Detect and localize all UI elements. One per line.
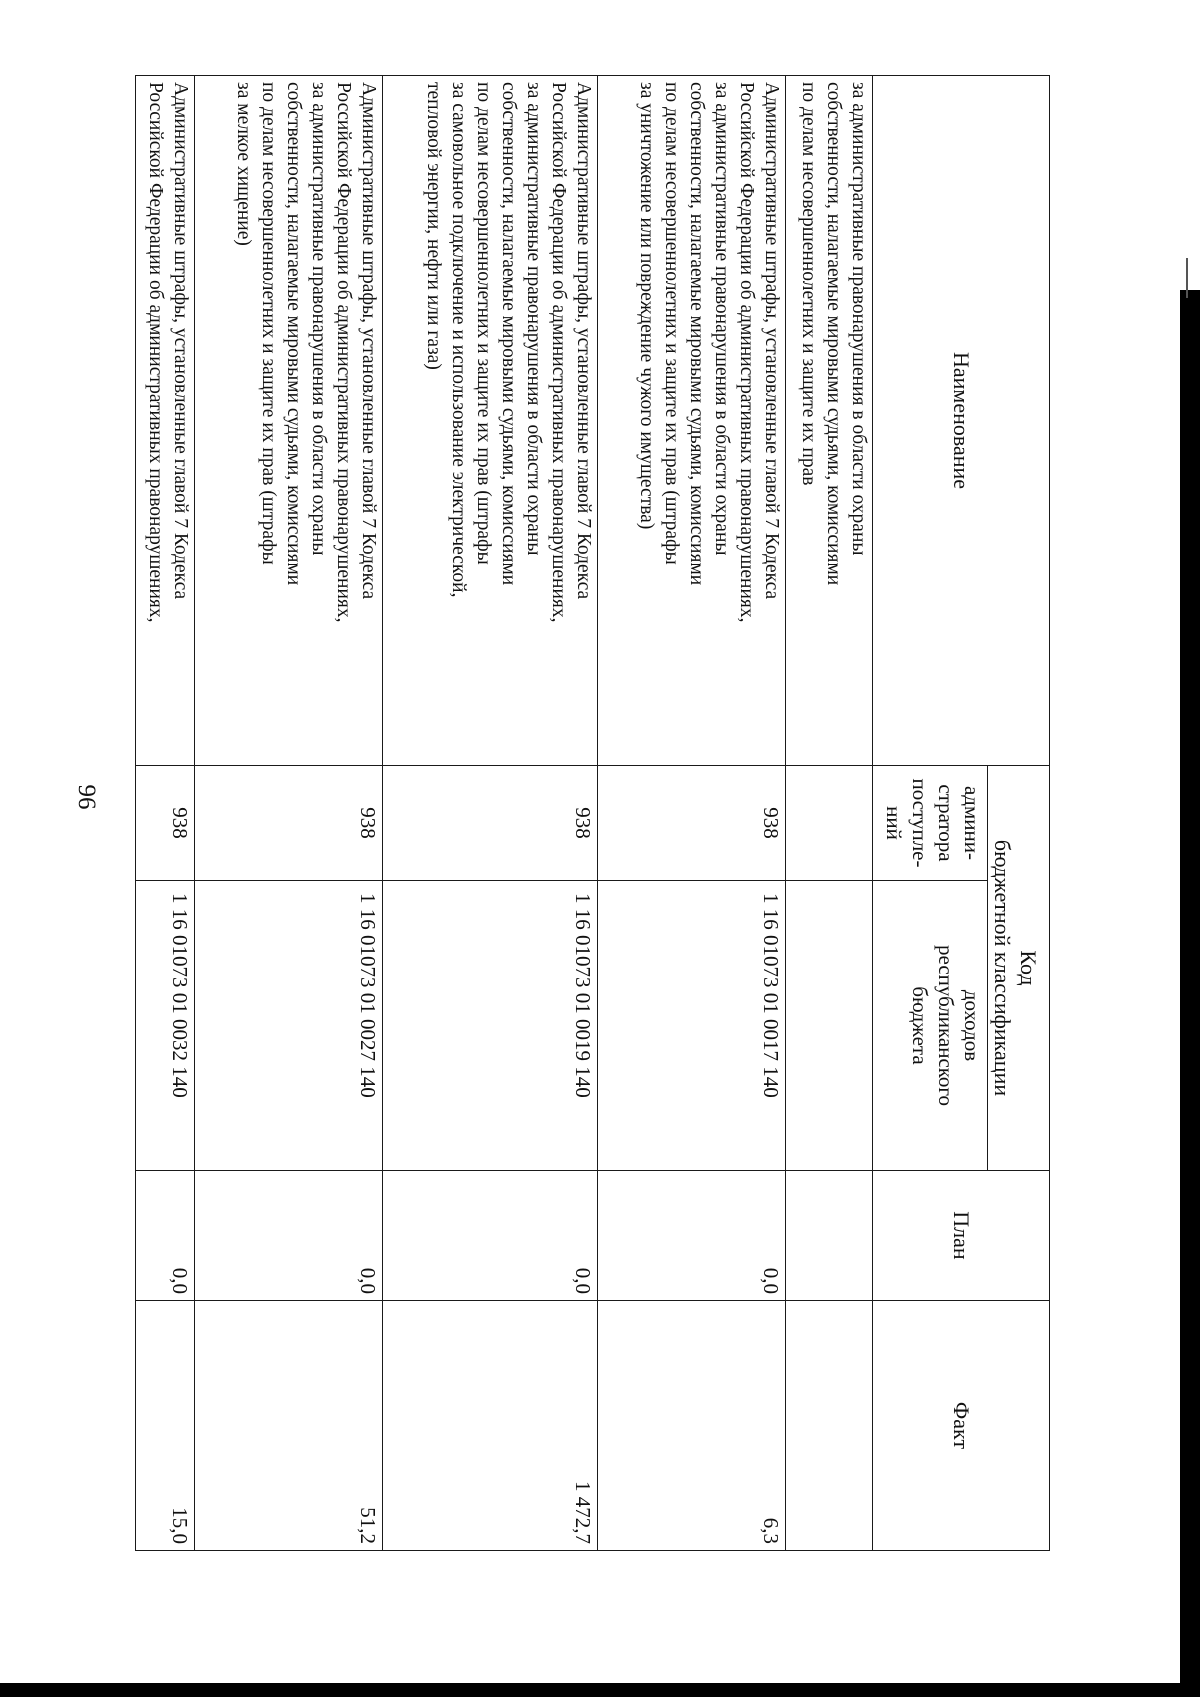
row-fact-cell: 6,3 (597, 1301, 785, 1551)
row-plan-cell: 0,0 (136, 1171, 195, 1301)
table-row (383, 76, 597, 1551)
table-row (597, 76, 785, 1551)
row-name-cell: Административные штрафы, установленные главой 7 Кодекса Российской Федерации об административных правонарушениях, за административные правонарушения в области охраны собственности, налагаемые мировыми судьями, комиссиями по делам несовершеннолетних и защите их прав (штрафы за самовольное подключение и использование электрической, тепловой энергии, нефти или газа) (383, 76, 597, 766)
row-admin-cell: 938 (195, 766, 383, 881)
row-code-cell: 1 16 01073 01 0032 140 (136, 881, 195, 1171)
table-row (136, 76, 195, 1551)
row-name-cell: Административные штрафы, установленные главой 7 Кодекса Российской Федерации об административных правонарушениях, за административные правонарушения в области охраны собственности, налагаемые мировыми судьями, комиссиями по делам несовершеннолетних и защите их прав (штрафы за мелкое хищение) (195, 76, 383, 766)
row-admin-cell: 938 (136, 766, 195, 881)
row-code-cell: 1 16 01073 01 0019 140 (383, 881, 597, 1171)
scan-edge-right (1180, 290, 1200, 1697)
table-row (195, 76, 383, 1551)
row-fact-cell: 1 472,7 (383, 1301, 597, 1551)
row-code-cell: 1 16 01073 01 0017 140 (597, 881, 785, 1171)
row-admin-cell (785, 766, 873, 881)
row-admin-cell: 938 (597, 766, 785, 881)
row-plan-cell: 0,0 (383, 1171, 597, 1301)
row-code-cell: 1 16 01073 01 0027 140 (195, 881, 383, 1171)
rotated-table-container (135, 75, 1050, 1550)
row-name-cell: за административные правонарушения в области охраны собственности, налагаемые мировыми судьями, комиссиями по делам несовершеннолетних и защите их прав (785, 76, 873, 766)
row-code-cell (785, 881, 873, 1171)
page-number: 96 (73, 784, 100, 810)
header-fact: Факт (873, 1301, 1050, 1551)
header-plan: План (873, 1171, 1050, 1301)
scan-edge-bottom (0, 1683, 1200, 1697)
row-name-cell: Административные штрафы, установленные главой 7 Кодекса Российской Федерации об административных правонарушениях, (136, 76, 195, 766)
row-fact-cell (785, 1301, 873, 1551)
header-code-group: Код бюджетной классификации (987, 766, 1049, 1171)
header-admin: админи- стратора поступле- ний (873, 766, 987, 881)
header-name: Наименование (873, 76, 1050, 766)
table-row (785, 76, 873, 1551)
row-plan-cell: 0,0 (597, 1171, 785, 1301)
row-name-cell: Административные штрафы, установленные главой 7 Кодекса Российской Федерации об административных правонарушениях, за административные правонарушения в области охраны собственности, налагаемые мировыми судьями, комиссиями по делам несовершеннолетних и защите их прав (штрафы за уничтожение или повреждение чужого имущества) (597, 76, 785, 766)
budget-table (135, 75, 1050, 1551)
header-income: доходов республиканского бюджета (873, 881, 987, 1171)
row-plan-cell (785, 1171, 873, 1301)
row-admin-cell: 938 (383, 766, 597, 881)
scan-edge-right-thin (1186, 258, 1188, 298)
row-fact-cell: 15,0 (136, 1301, 195, 1551)
row-plan-cell: 0,0 (195, 1171, 383, 1301)
header-row-1 (987, 76, 1049, 1551)
row-fact-cell: 51,2 (195, 1301, 383, 1551)
